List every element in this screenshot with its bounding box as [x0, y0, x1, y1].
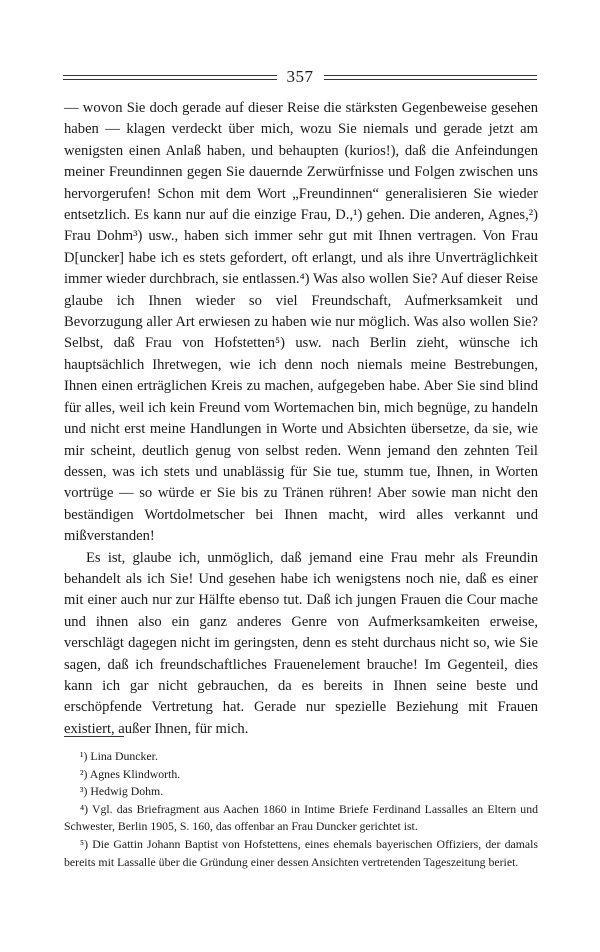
footnote: ²) Agnes Klindworth.: [80, 766, 181, 781]
footnote: ⁵) Die Gattin Johann Baptist von Hofstettens, eines ehemals bayerischen Offiziers, der damals bereits mit Lassalle über die Gründung einer dessen Ansichten vertretenden Tageszeitung beriet.: [64, 836, 538, 869]
header-rule-right: [324, 75, 538, 80]
footnote: ⁴) Vgl. das Briefragment aus Aachen 1860 in Intime Briefe Ferdinand Lassalles an Eltern und Schwester, Berlin 1905, S. 160, das offenbar an Frau Duncker gerichtet ist.: [64, 801, 538, 834]
body-text: [64, 98, 538, 740]
page-header: [63, 62, 537, 92]
footnote: ³) Hedwig Dohm.: [80, 784, 164, 799]
paragraph: — wovon Sie doch gerade auf dieser Reise die stärksten Gegenbeweise gesehen haben — klagen verdeckt über mich, wozu Sie niemals und gerade jetzt am wenigsten einen Anlaß haben, und behaupten (kurios!), daß die Anfeindungen meiner Freundinnen gegen Sie dauernde Zerwürfnisse und Folgen zwischen uns hervorgerufen! Schon mit dem Wort „Freundinnen“ generalisieren Sie wieder entsetzlich. Es kann nur auf die einzige Frau, D.,¹) gehen. Die anderen, Agnes,²) Frau Dohm³) usw., haben sich immer sehr gut mit Ihnen vertragen. Von Frau D[uncker] habe ich es stets gefordert, oft erlangt, und als ihre Unverträglichkeit immer wieder durchbrach, sie entlassen.⁴) Was also wollen Sie? Auf dieser Reise glaube ich Ihnen wieder so viel Freundschaft, Aufmerksamkeit und Bevorzugung aller Art erwiesen zu haben wie nur möglich. Was also wollen Sie? Selbst, daß Frau von Hofstetten⁵) usw. nach Berlin zieht, wünsche ich hauptsächlich Ihretwegen, wie ich denn noch niemals meine Bestrebungen, Ihnen einen erträglichen Kreis zu machen, aufgegeben habe. Aber Sie sind blind für alles, weil ich kein Freund vom Wortemachen bin, mich begnüge, zu handeln und nicht erst meine Handlungen in Worte und Absichten übersetze, da sie, wie mir scheint, deutlich genug von selbst reden. Wenn jemand den zehnten Teil dessen, was ich stets und unablässig für Sie tue, stumm tue, Ihnen, in Worten vortrüge — so würde er Sie bis zu Tränen rühren! Aber sowie man nicht den beständigen Wortdolmetscher bei Ihnen macht, wird alles verkannt und mißverstanden!: [64, 100, 538, 545]
paragraph: Es ist, glaube ich, unmöglich, daß jemand eine Frau mehr als Freundin behandelt als ich Sie! Und gesehen habe ich wenigstens noch nie, daß es einer mit einer auch nur zur Hälfte ebenso tut. Daß ich jungen Frauen die Cour mache und ihnen also ein ganz anderes Genre von Aufmerksamkeiten erweise, verschlägt dagegen nicht im geringsten, denn es steht durchaus nicht so, wie Sie sagen, daß ich freundschaftliches Frauenelement brauche! Im Gegenteil, dies kann ich gar nicht gebrauchen, da es bereits in Ihnen seine beste und erschöpfende Vertretung hat. Gerade nur spezielle Beziehung mit Frauen existiert, außer Ihnen, für mich.: [64, 549, 538, 737]
header-rule-left: [63, 75, 277, 80]
footnotes: [64, 748, 538, 871]
page-number: 357: [286, 67, 314, 86]
footnote: ¹) Lina Duncker.: [80, 749, 158, 763]
footnote-rule: [64, 736, 124, 737]
